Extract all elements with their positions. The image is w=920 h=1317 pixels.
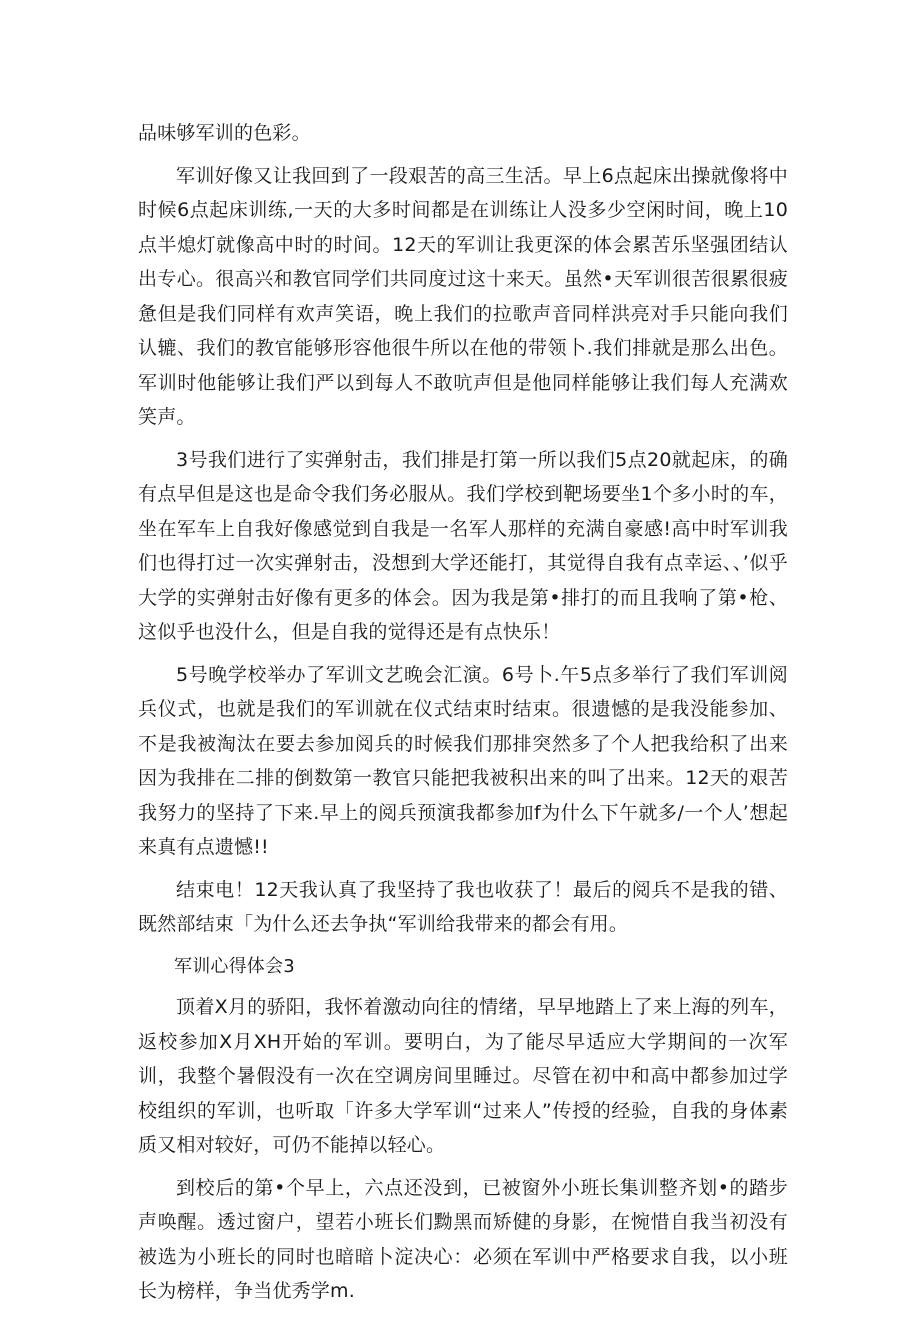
paragraph-2: 军训好像又让我回到了一段艰苦的高三生活。早上6点起床出操就像将中时候6点起床训练,一天的大多时间都是在训练让人没多少空闲时间，晚上10点半熄灯就像高中时的时间。12天的军训让我更深的体会累苦乐坚强团结认出专心。很高兴和教官同学们共同度过这十来天。虽然•天军训很苦很累很疲惫但是我们同样有欢声笑语，晚上我们的拉歌声音同样洪亮对手只能向我们认辘、我们的教官能够形容他很牛所以在他的带领卜.我们排就是那么出色。军训时他能够让我们严以到每人不敢吭声但是他同样能够让我们每人充满欢笑声。 (138, 164, 788, 428)
paragraph-7: 到校后的第•个早上，六点还没到，已被窗外小班长集训整齐划•的踏步声唤醒。透过窗户，望若小班长们黝黑而矫健的身影，在惋惜自我当初没有被选为小班长的同时也暗暗卜淀决心：必须在军训中严格要求自我，以小班长为榜样，争当优秀学m. (138, 1176, 788, 1302)
paragraph-6: 顶着X月的骄阳，我怀着激动向往的情绪，早早地踏上了来上海的列车，返校参加X月XH开始的军训。要明白，为了能尽早适应大学期间的一次军训，我整个暑假没有一次在空调房间里睡过。尽管在初中和高中都参加过学校组织的军训，也听取「许多大学军训“过来人”传授的经验，自我的身体素质又相对较好，可仍不能掉以轻心。 (138, 996, 788, 1156)
document-body (138, 116, 788, 1317)
paragraph-1: 品味够军训的色彩。 (138, 122, 311, 144)
section-heading: 军训心得体会3 (174, 955, 295, 977)
paragraph-5: 结束电！12天我认真了我坚持了我也收获了！最后的阅兵不是我的错、既然部结束「为什么还去争执“军训给我带来的都会有用。 (138, 878, 788, 935)
paragraph-4: 5号晚学校举办了军训文艺晚会汇演。6号卜.午5点多举行了我们军训阅兵仪式，也就是我们的军训就在仪式结束时结束。很遗憾的是我没能参加、不是我被淘汰在要去参加阅兵的时候我们那排突然多了个人把我给积了出来因为我排在二排的倒数第一教官只能把我被积出来的叫了出来。12天的艰苦我努力的坚持了下来.早上的阅兵预演我都参加f为什么下午就多/一个人’想起来真有点遗憾!! (138, 663, 788, 858)
paragraph-3: 3号我们进行了实弹射击，我们排是打第一所以我们5点20就起床，的确有点早但是这也是命令我们务必服从。我们学校到靶场要坐1个多小时的车，坐在军车上自我好像感觉到自我是一名军人那样的充满自豪感!高中时军训我们也得打过一次实弹射击，没想到大学还能打，其觉得自我有点幸运、、’似乎大学的实弹射击好像有更多的体会。因为我是第•排打的而且我响了第•枪、这似乎也没什么，但是自我的觉得还是有点快乐！ (138, 448, 788, 643)
